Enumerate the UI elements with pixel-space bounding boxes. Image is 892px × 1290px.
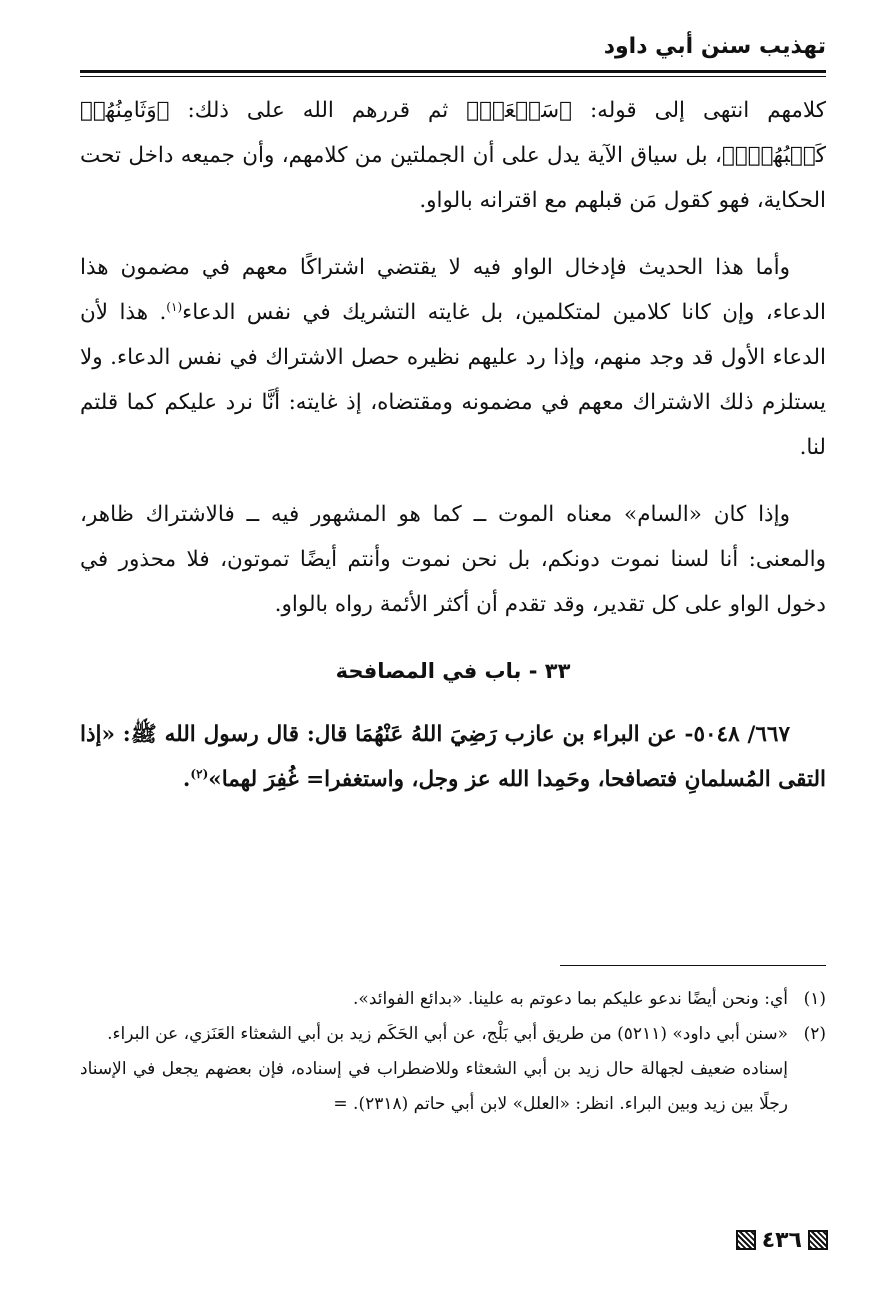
page-number-block bbox=[718, 1222, 828, 1258]
header-rule-thick bbox=[80, 70, 826, 73]
header-rule-thin bbox=[80, 76, 826, 77]
footnote-number: (٢) bbox=[803, 1024, 826, 1044]
footnote-2 bbox=[80, 1017, 826, 1052]
footnote-text: «سنن أبي داود» (٥٢١١) من طريق أبي بَلْج، عن أبي الحَكَم زيد بن أبي الشعثاء العَنَزي، عن البراء. bbox=[107, 1024, 788, 1044]
hadith-end: . bbox=[182, 767, 191, 792]
paragraph-2-part-1: وأما هذا الحديث فإدخال الواو فيه لا يقتضي اشتراكًا معهم في مضمون هذا الدعاء، وإن كانا كلامين لمتكلمين، بل غايته التشريك في نفس الدعاء bbox=[80, 255, 826, 325]
main-text bbox=[80, 88, 826, 802]
chapter-heading: ٣٣ - باب في المصافحة bbox=[335, 659, 571, 683]
paragraph-1: كلامهم انتهى إلى قوله: ﴿سَبۡعَةٞ﴾ ثم قررهم الله على ذلك: ﴿وَثَامِنُهُمۡ كَلۡبُهُمۡۚ﴾، بل سياق الآية يدل على أن الجملتين من كلامهم، وأن جميعه داخل تحت الحكاية، فهو كقول مَن قبلهم مع اقترانه بالواو. bbox=[80, 98, 826, 213]
paragraph-2-part-2: . هذا لأن الدعاء الأول قد وجد منهم، وإذا رد عليهم نظيره حصل الاشتراك في نفس الدعاء. ولا يستلزم ذلك الاشتراك معهم في مضمونه ومقتضاه، إذ غايته: أنَّا نرد عليكم كما قلتم لنا. bbox=[80, 300, 826, 460]
page-number: ٤٣٦ bbox=[761, 1227, 802, 1253]
footnote-1 bbox=[80, 982, 826, 1017]
ornament-icon bbox=[736, 1230, 756, 1250]
footnote-separator bbox=[560, 965, 826, 966]
ornament-icon bbox=[808, 1230, 828, 1250]
footnote-number: (١) bbox=[803, 989, 826, 1009]
hadith-body: ٦٦٧/ ٥٠٤٨- عن البراء بن عازب رَضِيَ اللهُ عَنْهُمَا قال: قال رسول الله ﷺ: «إذا التقى المُسلمانِ فتصافحا، وحَمِدا الله عز وجل، واستغفرا= غُفِرَ لهما» bbox=[80, 722, 826, 792]
footnote-text: أي: ونحن أيضًا ندعو عليكم بما دعوتم به علينا. «بدائع الفوائد». bbox=[353, 989, 788, 1009]
paragraph-2 bbox=[80, 245, 826, 470]
footnote-2-continuation: إسناده ضعيف لجهالة حال زيد بن أبي الشعثاء وللاضطراب في إسناده، فإن بعضهم يجعل في الإسناد رجلًا بين زيد وبين البراء. انظر: «العلل» لابن أبي حاتم (٢٣١٨). = bbox=[80, 1059, 788, 1114]
footnote-ref-1: (١) bbox=[166, 299, 183, 314]
paragraph-3: وإذا كان «السام» معناه الموت ــ كما هو المشهور فيه ــ فالاشتراك ظاهر، والمعنى: أنا لسنا نموت دونكم، بل نحن نموت وأنتم أيضًا تموتون، فلا محذور في دخول الواو على كل تقدير، وقد تقدم أن أكثر الأئمة رواه بالواو. bbox=[80, 502, 826, 617]
running-title: تهذيب سنن أبي داود bbox=[603, 34, 826, 59]
footnote-ref-2: (٢) bbox=[190, 766, 209, 781]
page-header bbox=[80, 28, 826, 72]
footnotes bbox=[80, 982, 826, 1122]
hadith-text bbox=[80, 712, 826, 802]
